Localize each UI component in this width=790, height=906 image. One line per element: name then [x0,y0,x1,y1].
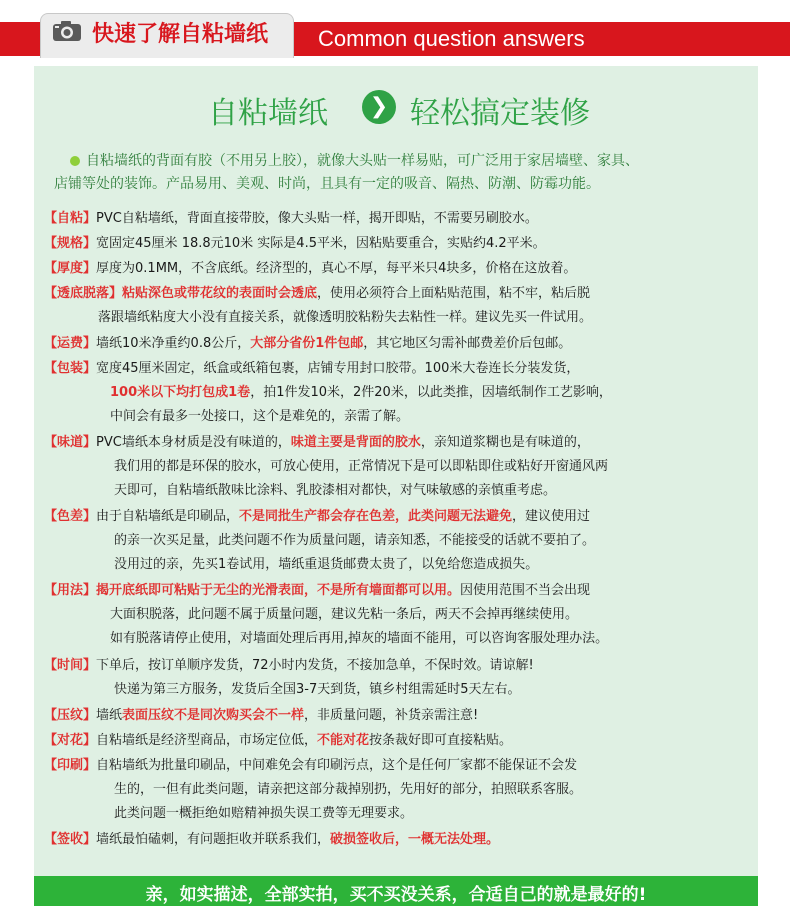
item-highlight: 味道主要是背面的胶水 [290,435,421,450]
item-highlight: 破损签收后，一概无法处理。 [330,832,500,847]
item-highlight: 100米以下均打包成1卷 [110,385,251,400]
item-text: ，建议使用过 [512,509,591,524]
item-text: 下单后，按订单顺序发货，72小时内发货，不接加急单，不保时效。请谅解! [96,658,534,673]
item-print-cont: 生的，一但有此类问题，请亲把这部分裁掉别扔，先用好的部分，拍照联系客服。 [114,782,583,797]
arrow-right-icon: ❯ [362,90,396,124]
item-highlight: 揭开底纸即可粘贴于无尘的光滑表面，不是所有墙面都可以用。 [96,583,461,598]
item-text: ，拍1件发10米，2件20米，以此类推，因墙纸制作工艺影响， [250,385,612,400]
item-tag: 【对花】 [44,733,97,748]
item-color-cont: 没用过的亲，先买1卷试用，墙纸重退货邮费太贵了，以免给您造成损失。 [114,557,539,572]
item-text: 因使用范围不当会出现 [460,583,591,598]
item-smell-cont: 我们用的都是环保的胶水，可放心使用，正常情况下是可以即粘即住或粘好开窗通风两 [114,459,609,474]
item-highlight: 不能对花 [317,733,370,748]
item-highlight: 表面压纹不是同次购买会不一样 [122,708,305,723]
item-smell-cont: 天即可，自粘墙纸散味比涂料、乳胶漆相对都快，对气味敏感的亲慎重考虑。 [114,483,557,498]
item-highlight: 不是同批生产都会存在色差，此类问题无法避免 [239,509,513,524]
item-print-cont: 此类问题一概拒绝如赔精神损失误工费等无理要求。 [114,806,414,821]
item-text: 墙纸10米净重约0.8公斤， [96,336,251,351]
item-text: ，使用必须符合上面粘贴范围，粘不牢，粘后脱 [317,286,591,301]
item-tag: 【压纹】 [44,708,97,723]
item-color [44,505,590,524]
item-time-cont: 快递为第三方服务，发货后全国3-7天到货，镇乡村组需延时5天左右。 [114,682,521,697]
slogan-left: 自粘墙纸 [208,96,328,131]
header-subtitle: Common question answers [318,26,585,51]
item-tag: 【印刷】 [44,758,97,773]
footer-bar [34,876,758,906]
item-text: 自粘墙纸为批量印刷品，中间难免会有印刷污点，这个是任何厂家都不能保证不会发 [96,758,578,773]
item-tag: 【用法】 [44,583,97,598]
item-time [44,654,534,673]
intro-text [54,150,744,196]
item-tag: 【自粘】 [44,211,97,226]
item-tag: 【时间】 [44,658,97,673]
item-text: 宽度45厘米固定，纸盒或纸箱包裹，店铺专用封口胶带。100米大卷连长分装发货， [96,361,580,376]
item-usage-cont: 大面积脱落，此问题不属于质量问题，建议先粘一条后，两天不会掉再继续使用。 [110,607,579,622]
item-text: 宽固定45厘米 18.8元10米 实际是4.5平米，因粘贴要重合，实贴约4.2平米。 [96,236,546,251]
item-usage-cont: 如有脱落请停止使用，对墙面处理后再用,掉灰的墙面不能用，可以咨询客服处理办法。 [110,631,609,646]
item-text: ，其它地区匀需补邮费差价后包邮。 [363,336,572,351]
camera-icon [52,20,82,42]
item-pack [44,357,579,376]
item-tag: 【透底脱落】 [44,286,123,301]
item-sign [44,828,499,847]
item-text: 自粘墙纸是经济型商品，市场定位低， [96,733,318,748]
item-tag: 【签收】 [44,832,97,847]
item-color-cont: 的亲一次买足量，此类问题不作为质量问题，请亲知悉，不能接受的话就不要拍了。 [114,533,596,548]
intro-line: 自粘墙纸的背面有胶（不用另上胶），就像大头贴一样易贴，可广泛用于家居墙壁、家具、 [86,153,639,169]
item-tag: 【包装】 [44,361,97,376]
bullet-icon [70,156,80,166]
item-transp [44,282,590,301]
item-pack-cont: 中间会有最多一处接口，这个是难免的，亲需了解。 [110,409,410,424]
item-smell [44,431,590,450]
item-text: ，亲知道浆糊也是有味道的， [420,435,590,450]
item-tag: 【规格】 [44,236,97,251]
item-tag: 【厚度】 [44,261,97,276]
item-thick [44,257,576,276]
item-match [44,729,512,748]
item-text: PVC墙纸本身材质是没有味道的， [96,435,291,450]
footer-text: 亲，如实描述，全部实拍，买不买没关系，合适自己的就是最好的! [145,885,647,905]
header-title: 快速了解自粘墙纸 [92,22,269,47]
item-text: 厚度为0.1MM，不含底纸。经济型的，真心不厚，每平米只4块多，价格在这放着。 [96,261,577,276]
item-usage [44,579,590,598]
item-text: 由于自粘墙纸是印刷品， [96,509,240,524]
item-text: ，非质量问题，补货亲需注意! [304,708,479,723]
item-self [44,207,538,226]
item-pack-cont [110,381,612,400]
item-transp-cont: 落跟墙纸粘度大小没有直接关系，就像透明胶粘粉失去粘性一样。建议先买一件试用。 [98,310,593,325]
item-text: 墙纸最怕磕刺，有问题拒收并联系我们， [96,832,331,847]
item-tag: 【味道】 [44,435,97,450]
item-text: PVC自粘墙纸，背面直接带胶，像大头贴一样，揭开即贴，不需要另刷胶水。 [96,211,538,226]
item-text: 墙纸 [96,708,123,723]
item-emboss [44,704,478,723]
slogan-right: 轻松搞定装修 [410,96,590,131]
item-highlight: 粘贴深色或带花纹的表面时会透底 [122,286,318,301]
item-text: 按条裁好即可直接粘贴。 [369,733,513,748]
item-highlight: 大部分省份1件包邮 [250,336,364,351]
header [0,0,790,60]
intro-line: 店铺等处的装饰。产品易用、美观、时尚，且具有一定的吸音、隔热、防潮、防霉功能。 [54,176,600,192]
item-tag: 【运费】 [44,336,97,351]
item-print [44,754,577,773]
item-tag: 【色差】 [44,509,97,524]
item-ship [44,332,571,351]
item-spec [44,232,546,251]
